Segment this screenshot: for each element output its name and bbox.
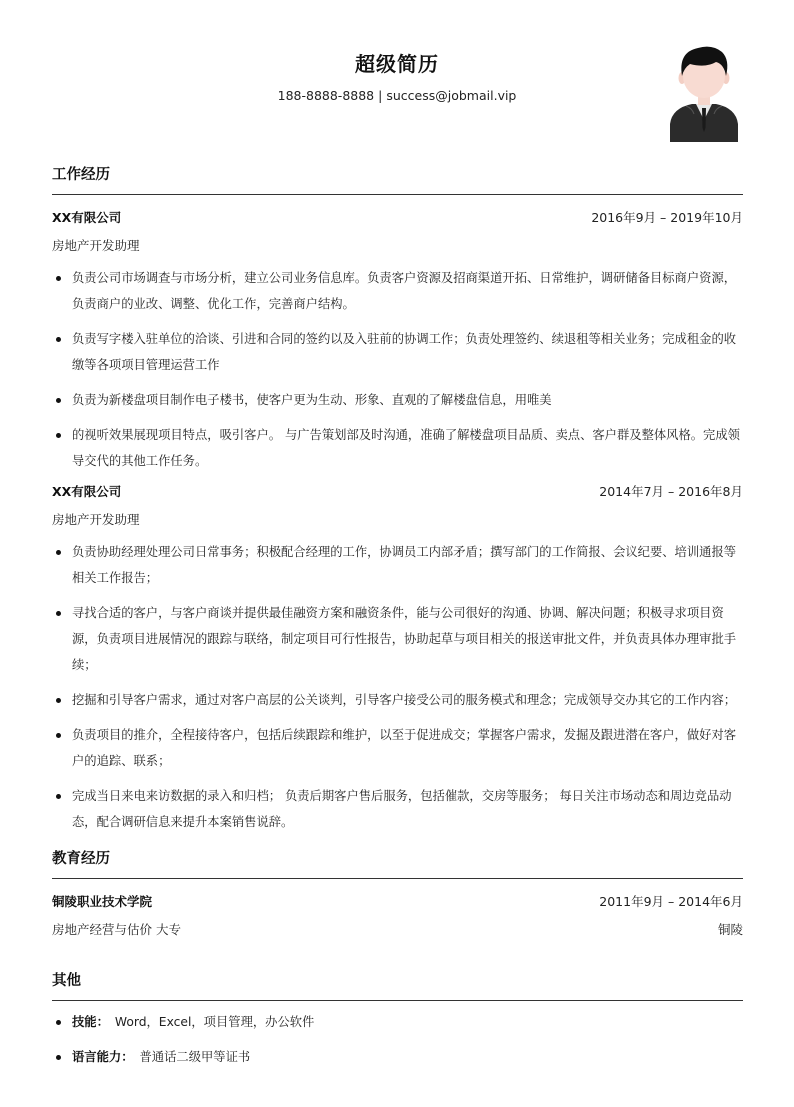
school-name: 铜陵职业技术学院: [52, 894, 153, 909]
language-label: 语言能力：: [72, 1050, 134, 1064]
entry-subheader: [52, 511, 743, 529]
duty-item: 负责公司市场调查与市场分析，建立公司业务信息库。负责客户资源及招商渠道开拓、日常维护，调研储备目标商户资源，负责商户的业改、调整、优化工作，完善商户结构。: [52, 265, 743, 317]
skills-label: 技能：: [72, 1015, 109, 1029]
job-role: 房地产开发助理: [52, 512, 140, 527]
duty-item: 负责写字楼入驻单位的洽谈、引进和合同的签约以及入驻前的协调工作；负责处理签约、续退租等相关业务；完成租金的收缴等各项项目管理运营工作: [52, 326, 743, 378]
duty-item: 寻找合适的客户，与客户商谈并提供最佳融资方案和融资条件，能与公司很好的沟通、协调、解决问题；积极寻求项目资源，负责项目进展情况的跟踪与联络，制定项目可行性报告，协助起草与项目相关的报送审批文件，并负责具体办理审批手续；: [52, 600, 743, 678]
candidate-name: 超级简历: [355, 52, 439, 76]
entry-date: 2014年7月 – 2016年8月: [599, 484, 743, 499]
duty-item: 负责协助经理处理公司日常事务；积极配合经理的工作，协调员工内部矛盾；撰写部门的工作简报、会议纪要、培训通报等相关工作报告；: [52, 539, 743, 591]
skills-value: Word，Excel，项目管理，办公软件: [114, 1015, 315, 1029]
contact-separator: |: [378, 88, 383, 103]
education-subheader: [52, 921, 743, 939]
other-list: [52, 1009, 743, 1070]
language-item: [52, 1044, 743, 1070]
duty-item: 挖掘和引导客户需求，通过对客户高层的公关谈判，引导客户接受公司的服务模式和理念；完成领导交办其它的工作内容；: [52, 687, 743, 713]
job-role: 房地产开发助理: [52, 238, 140, 253]
entry-header: [52, 483, 743, 501]
entry-date: 2016年9月 – 2019年10月: [591, 210, 743, 225]
education-date: 2011年9月 – 2014年6月: [599, 894, 743, 909]
duty-list: [52, 539, 743, 835]
language-value: 普通话二级甲等证书: [139, 1050, 251, 1064]
avatar-icon: [668, 44, 740, 142]
education-header: [52, 893, 743, 911]
section-title-work: 工作经历: [52, 163, 743, 195]
other-section: [52, 969, 743, 1079]
phone-number: 188-8888-8888: [277, 88, 375, 103]
duty-list: [52, 265, 743, 474]
section-title-education: 教育经历: [52, 847, 743, 879]
duty-item: 完成当日来电来访数据的录入和归档； 负责后期客户售后服务，包括催款，交房等服务； 每日关注市场动态和周边竞品动态，配合调研信息来提升本案销售说辞。: [52, 783, 743, 835]
section-title-other: 其他: [52, 969, 743, 1001]
school-location: 铜陵: [717, 922, 743, 937]
entry-subheader: [52, 237, 743, 255]
resume-header: [0, 0, 794, 150]
education-section: [52, 847, 743, 939]
company-name: XX有限公司: [52, 484, 122, 499]
work-experience-section: [52, 163, 743, 844]
email-address: success@jobmail.vip: [386, 88, 517, 103]
skills-item: [52, 1009, 743, 1035]
work-entry: [52, 483, 743, 835]
duty-item: 负责项目的推介，全程接待客户，包括后续跟踪和维护，以至于促进成交；掌握客户需求，发掘及跟进潜在客户，做好对客户的追踪、联系；: [52, 722, 743, 774]
company-name: XX有限公司: [52, 210, 122, 225]
entry-header: [52, 209, 743, 227]
duty-item: 负责为新楼盘项目制作电子楼书，使客户更为生动、形象、直观的了解楼盘信息，用唯美: [52, 387, 743, 413]
duty-item: 的视听效果展现项目特点，吸引客户。 与广告策划部及时沟通，准确了解楼盘项目品质、卖点、客户群及整体风格。完成领导交代的其他工作任务。: [52, 422, 743, 474]
work-entry: [52, 209, 743, 474]
major-degree: 房地产经营与估价 大专: [52, 922, 181, 937]
